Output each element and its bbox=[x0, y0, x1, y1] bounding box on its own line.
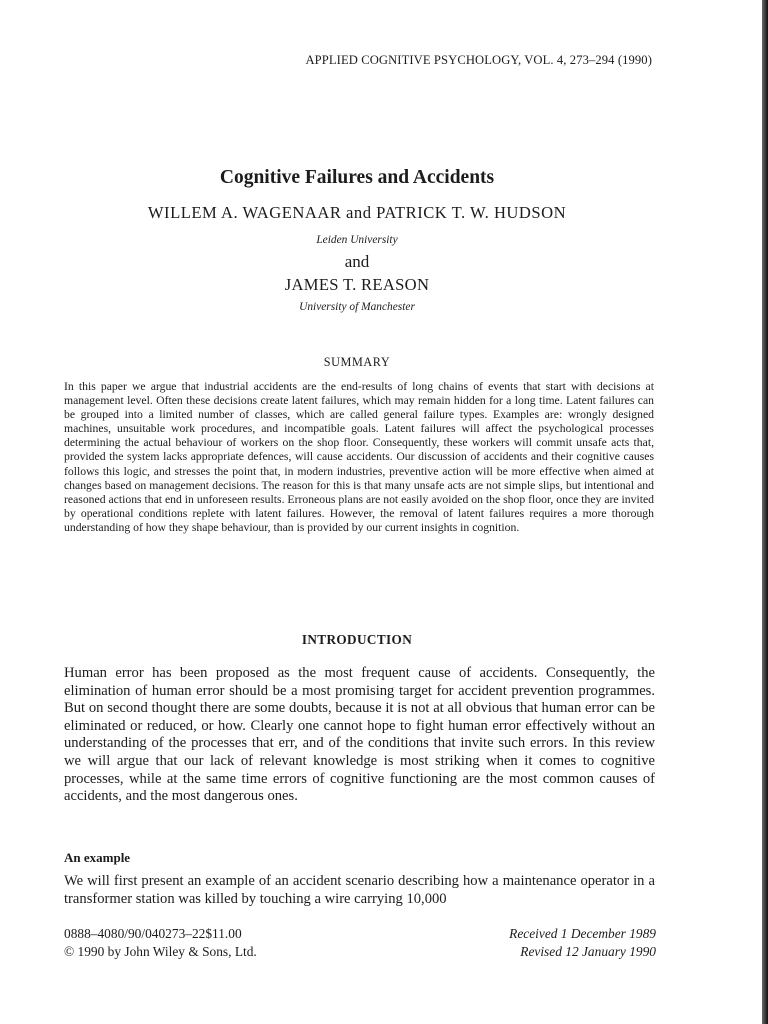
paper-title: Cognitive Failures and Accidents bbox=[219, 167, 495, 188]
copyright-notice: © 1990 by John Wiley & Sons, Ltd. bbox=[64, 944, 257, 959]
footer-left bbox=[64, 925, 257, 961]
issn-code: 0888–4080/90/040273–22$11.00 bbox=[64, 926, 242, 941]
revised-date: Revised 12 January 1990 bbox=[520, 944, 656, 959]
page-edge-shadow bbox=[762, 0, 768, 1024]
summary-paragraph: In this paper we argue that industrial accidents are the end-results of long chains of events that start with decisions at management level. Often these decisions create latent failures, which may remain hidden for a long time. Latent failures can be grouped into a limited number of classes, which are called general failure types. Examples are: wrongly designed machines, unsuitable work procedures, and incompatible goals. Latent failures will affect the psychological processes determining the actual behaviour of workers on the shop floor. Consequently, these workers will commit unsafe acts that, provided the system lacks appropriate defences, will cause accidents. Our discussion of accidents and their cognitive causes follows this logic, and stresses the point that, in modern industries, preventive action will be more effective when aimed at changes based on management decisions. The reason for this is that many unsafe acts are not simple slips, but intentional and reasoned actions that end in unforeseen results. Erroneous plans are not easily avoided on the shop floor, once they are invited by operational conditions replete with latent failures. However, the removal of latent failures requires a more thorough understanding of how they shape behaviour, than is provided by our current insights in cognition. bbox=[64, 380, 654, 534]
third-author: JAMES T. REASON bbox=[284, 275, 430, 294]
received-date: Received 1 December 1989 bbox=[509, 926, 656, 941]
summary-heading: SUMMARY bbox=[323, 355, 391, 369]
introduction-paragraph: Human error has been proposed as the most frequent cause of accidents. Consequently, the elimination of human error should be a most promising target for accident prevention programmes. But on second thought there are some doubts, because it is not at all obvious that human error can be eliminated or reduced, or how. Clearly one cannot hope to fight human error effectively without an understanding of the processes that err, and of the conditions that invite such errors. In this review we will argue that our lack of relevant knowledge is most striking when it comes to cognitive processes, while at the same time errors of cognitive functioning are the most common causes of accidents, and the most dangerous ones. bbox=[64, 665, 655, 805]
and-connector: and bbox=[344, 252, 370, 271]
example-paragraph: We will first present an example of an accident scenario describing how a maintenance operator in a transformer station was killed by touching a wire carrying 10,000 bbox=[64, 873, 655, 907]
introduction-heading: INTRODUCTION bbox=[301, 632, 413, 647]
affiliation-leiden: Leiden University bbox=[316, 234, 398, 246]
authors-line: WILLEM A. WAGENAAR and PATRICK T. W. HUDSON bbox=[147, 203, 567, 222]
footer-right bbox=[380, 925, 656, 961]
running-head: APPLIED COGNITIVE PSYCHOLOGY, VOL. 4, 273–294 (1990) bbox=[305, 53, 652, 67]
affiliation-manchester: University of Manchester bbox=[299, 301, 415, 313]
example-heading: An example bbox=[64, 850, 131, 865]
